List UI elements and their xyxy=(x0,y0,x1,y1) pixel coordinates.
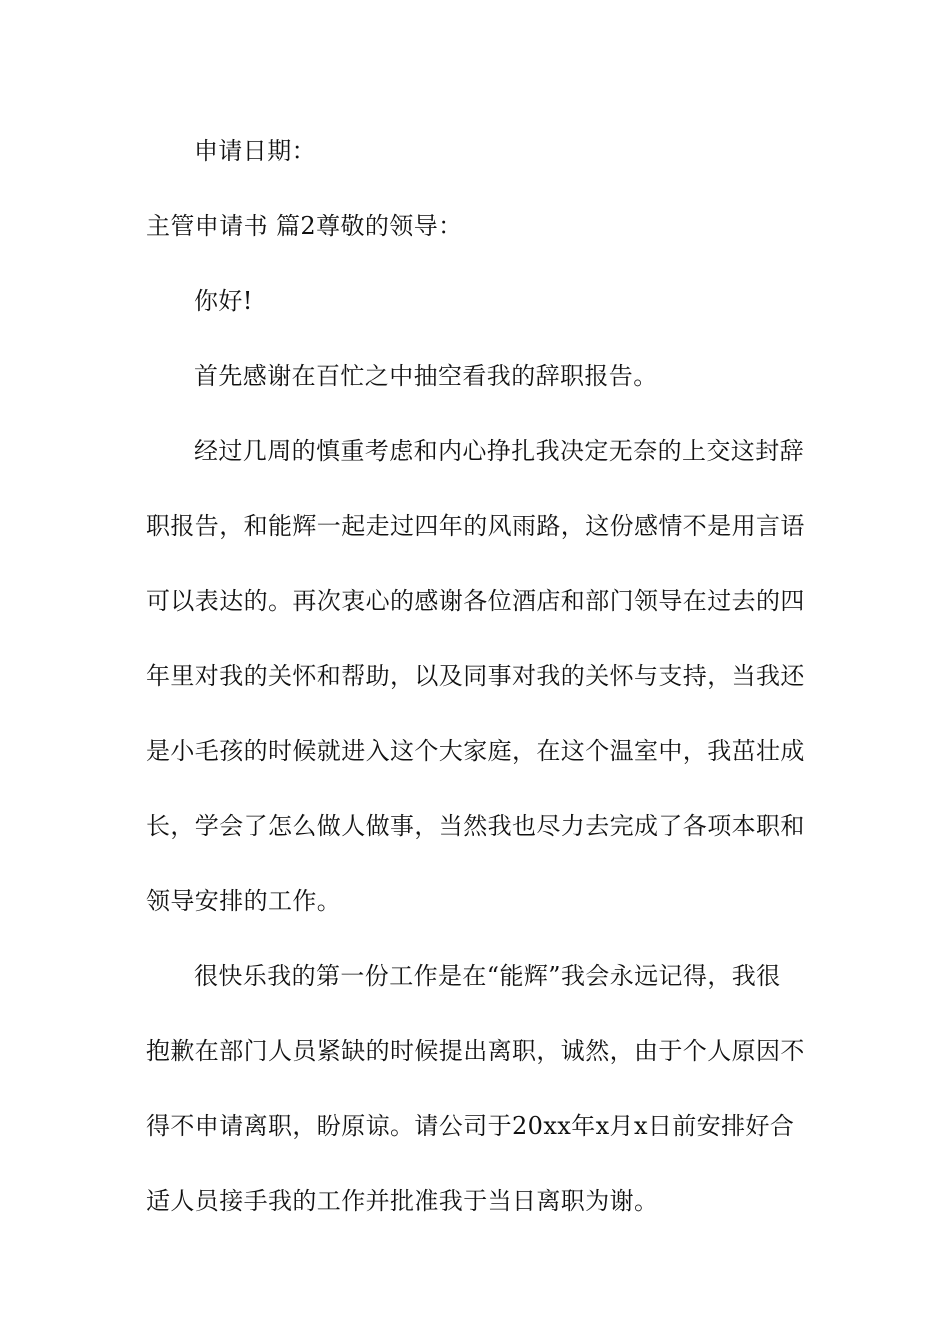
paragraph-line: 适人员接手我的工作并批准我于当日离职为谢。 xyxy=(146,1187,659,1215)
paragraph-line: 是小毛孩的时候就进入这个大家庭，在这个温室中，我茁壮成 xyxy=(146,737,805,765)
salutation-line: 主管申请书 篇2尊敬的领导： xyxy=(146,212,463,240)
paragraph-line: 职报告，和能辉一起走过四年的风雨路，这份感情不是用言语 xyxy=(146,512,805,540)
paragraph-line: 长，学会了怎么做人做事，当然我也尽力去完成了各项本职和 xyxy=(146,812,805,840)
application-date-line: 申请日期： xyxy=(194,137,316,165)
paragraph-line: 得不申请离职，盼原谅。请公司于20xx年x月x日前安排好合 xyxy=(146,1112,795,1140)
paragraph-line: 年里对我的关怀和帮助，以及同事对我的关怀与支持，当我还 xyxy=(146,662,805,690)
paragraph-line: 可以表达的。再次衷心的感谢各位酒店和部门领导在过去的四 xyxy=(146,587,805,615)
greeting-line: 你好! xyxy=(194,287,253,315)
paragraph-line: 首先感谢在百忙之中抽空看我的辞职报告。 xyxy=(194,362,658,390)
paragraph-line: 很快乐我的第一份工作是在“能辉”我会永远记得，我很 xyxy=(194,962,781,990)
paragraph-line: 经过几周的慎重考虑和内心挣扎我决定无奈的上交这封辞 xyxy=(194,437,804,465)
paragraph-line: 领导安排的工作。 xyxy=(146,887,342,915)
paragraph-line: 抱歉在部门人员紧缺的时候提出离职，诚然，由于个人原因不 xyxy=(146,1037,805,1065)
